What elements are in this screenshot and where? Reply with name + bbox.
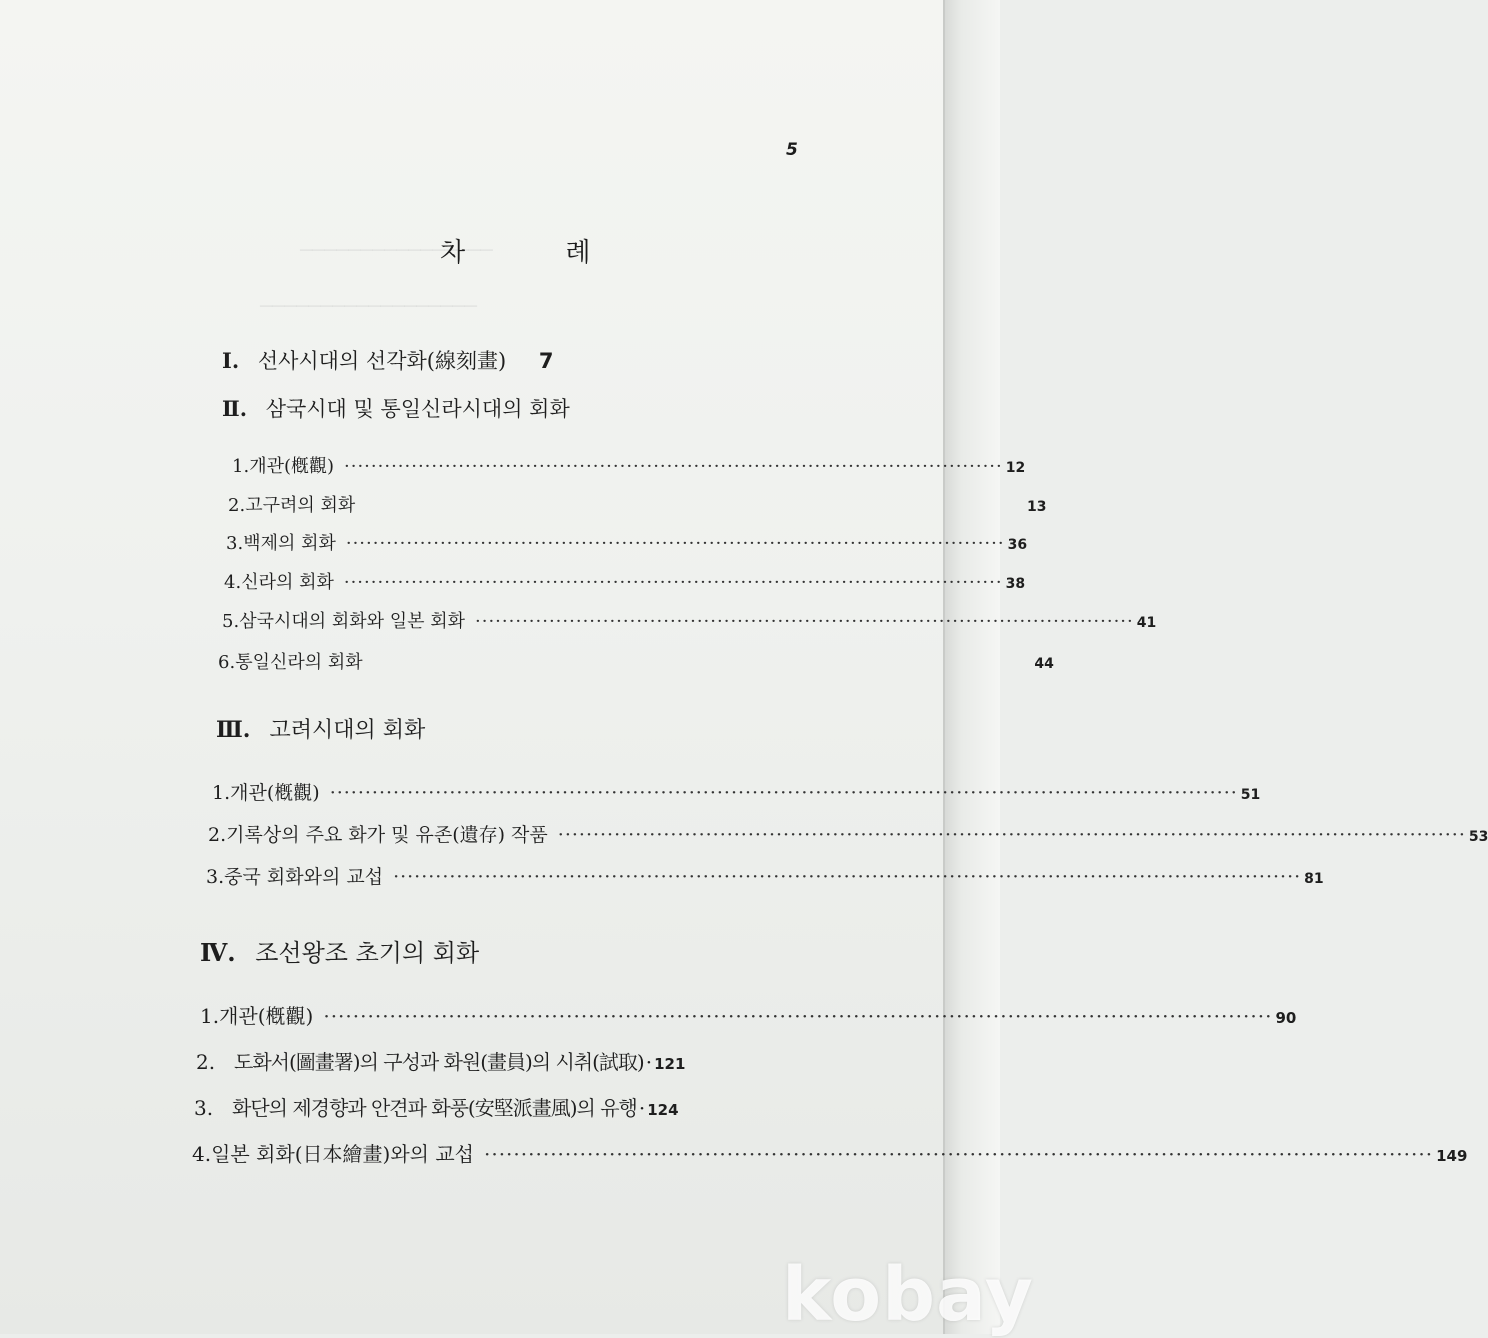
toc-entry-2-4[interactable] [224, 568, 1026, 594]
entry-number: 4. [224, 572, 242, 593]
chapter-4-title: 조선왕조 초기의 회화 [255, 939, 480, 967]
toc-entry-2-2[interactable] [228, 491, 1047, 517]
entry-page: 53 [1468, 829, 1488, 845]
toc-entry-3-2[interactable] [208, 820, 1488, 847]
chapter-2-roman: Ⅱ. [222, 396, 248, 421]
leader-dots: ·································································································· [343, 572, 1003, 593]
entry-number: 1. [200, 1004, 220, 1028]
toc-entry-2-6[interactable] [218, 648, 1054, 674]
entry-page: 51 [1240, 787, 1261, 803]
entry-number: 3. [194, 1096, 214, 1120]
leader-dots: ································································································································· [323, 1004, 1273, 1028]
entry-title: 일본 회화(日本繪畫)와의 교섭 [211, 1142, 474, 1166]
entry-page: 124 [647, 1101, 679, 1119]
leader-dots: ································································································································· [557, 824, 1466, 846]
entry-page: 121 [654, 1055, 686, 1073]
toc-entry-2-5[interactable] [222, 607, 1157, 633]
bleed-through-text: ──────────────── [300, 238, 493, 262]
chapter-4[interactable] [200, 933, 479, 968]
entry-page: 81 [1304, 871, 1324, 887]
entry-number: 4. [192, 1142, 212, 1166]
entry-title: 백제의 회화 [243, 533, 336, 554]
entry-page: 36 [1007, 537, 1028, 553]
toc-title: 차 례 [440, 238, 637, 268]
chapter-1-page: 7 [538, 349, 554, 373]
entry-number: 2. [228, 495, 246, 516]
leader-dot: · [638, 1096, 646, 1120]
chapter-3-title: 고려시대의 회화 [269, 718, 426, 743]
leader-dots: ································································································································· [393, 866, 1302, 888]
entry-page: 12 [1005, 460, 1026, 476]
chapter-1-title: 선사시대의 선각화(線刻畫) [257, 349, 507, 373]
entry-title: 신라의 회화 [241, 572, 334, 593]
entry-number: 1. [212, 782, 231, 804]
toc-entry-2-1[interactable] [232, 452, 1026, 478]
toc-entry-3-1[interactable] [212, 778, 1261, 805]
leader-dots: ································································································································· [329, 782, 1238, 804]
entry-number: 5. [222, 611, 240, 632]
entry-title: 개관(槪觀) [249, 456, 335, 477]
entry-number: 1. [232, 456, 250, 477]
kobay-watermark: kobay [782, 1252, 1034, 1338]
chapter-1-roman: Ⅰ. [222, 348, 240, 373]
entry-number: 2. [208, 824, 227, 846]
entry-title: 개관(槪觀) [230, 782, 320, 804]
leader-dots: ·································································································· [345, 533, 1005, 554]
entry-page: 38 [1005, 576, 1026, 592]
leader-dots: ································································································································· [483, 1142, 1434, 1166]
toc-entry-4-1[interactable] [200, 1000, 1297, 1029]
chapter-1[interactable] [222, 345, 554, 375]
leader-dots: ·································································································· [475, 611, 1134, 632]
page-edge [945, 0, 1000, 1334]
chapter-3-roman: Ⅲ. [216, 717, 251, 743]
entry-number: 3. [206, 866, 225, 888]
page-number: 5 [786, 140, 798, 160]
entry-page: 44 [1034, 656, 1054, 672]
entry-title: 통일신라의 회화 [235, 652, 363, 673]
chapter-3[interactable] [216, 713, 425, 744]
entry-page: 149 [1436, 1147, 1468, 1165]
toc-entry-4-3[interactable] [194, 1092, 840, 1121]
entry-number: 6. [218, 652, 236, 673]
entry-title: 고구려의 회화 [245, 495, 356, 516]
entry-number: 3. [226, 533, 244, 554]
bleed-through-text: ────────────────── [260, 294, 477, 318]
entry-title: 삼국시대의 회화와 일본 회화 [239, 611, 466, 632]
entry-number: 2. [196, 1050, 216, 1074]
leader-dot: · [645, 1050, 653, 1074]
leader-dots: ·································································································· [344, 456, 1003, 477]
entry-title: 화단의 제경향과 안견파 화풍(安堅派畫風)의 유행 [232, 1096, 637, 1120]
entry-page: 41 [1136, 615, 1157, 631]
toc-entry-2-3[interactable] [226, 529, 1028, 555]
chapter-2[interactable] [222, 393, 570, 423]
entry-title: 중국 회화와의 교섭 [224, 866, 384, 888]
toc-entry-4-2[interactable] [196, 1046, 836, 1075]
entry-page: 13 [1026, 499, 1047, 515]
entry-title: 도화서(圖畫署)의 구성과 화원(畫員)의 시취(試取) [234, 1050, 644, 1074]
toc-entry-4-4[interactable] [192, 1138, 1468, 1167]
toc-entry-3-3[interactable] [206, 862, 1324, 889]
entry-title: 개관(槪觀) [219, 1004, 314, 1028]
entry-page: 90 [1275, 1009, 1297, 1027]
entry-title: 기록상의 주요 화가 및 유존(遺存) 작품 [226, 824, 548, 846]
chapter-4-roman: Ⅳ. [200, 938, 236, 967]
chapter-2-title: 삼국시대 및 통일신라시대의 회화 [265, 397, 570, 421]
